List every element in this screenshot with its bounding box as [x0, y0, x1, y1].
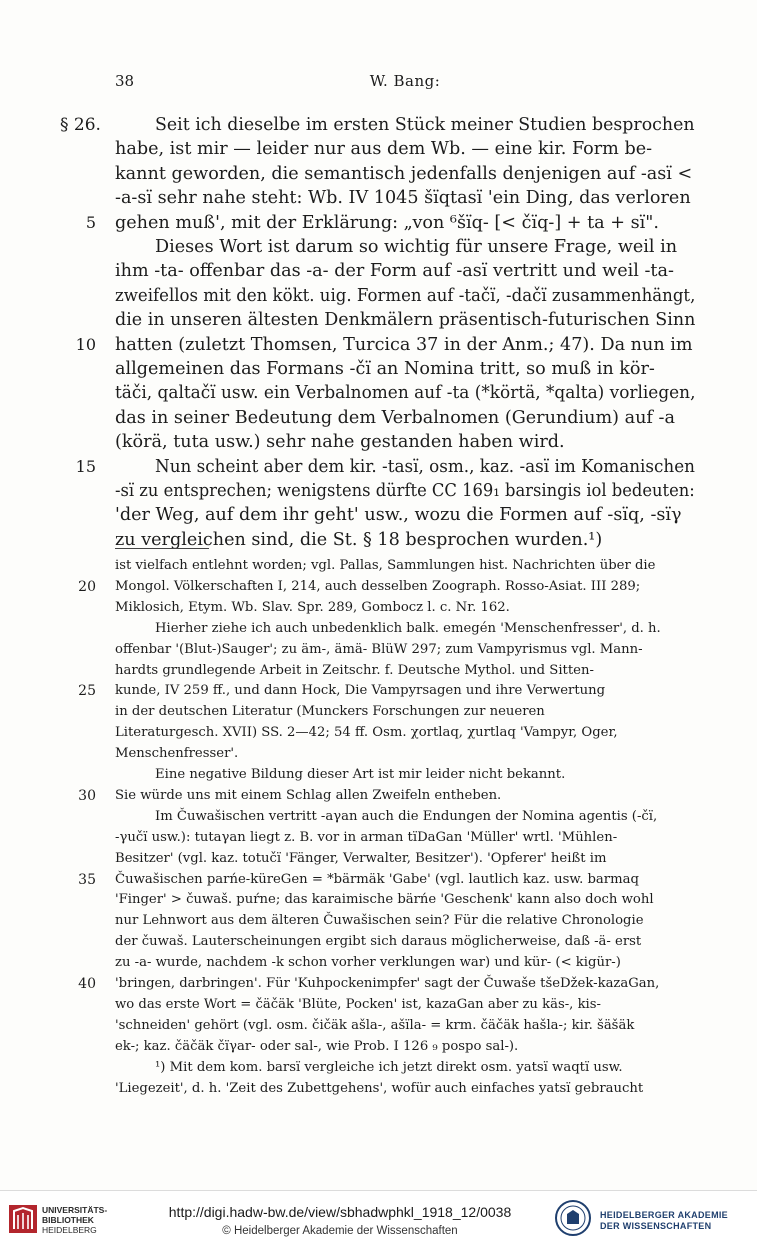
logo-line-2: BIBLIOTHEK [42, 1215, 94, 1225]
running-head: W. Bang: [369, 72, 441, 90]
text-line: 'der Weg, auf dem ihr geht' usw., wozu die Formen auf -sïq, -sïγ [115, 505, 682, 525]
footnote-line: Im Čuwašischen vertritt -aγan auch die Endungen der Nomina agentis (-čï, [155, 809, 658, 824]
line-number: 5 [85, 213, 96, 232]
text-line: ihm -ta- offenbar das -a- der Form auf -asï vertritt und weil -ta- [115, 261, 674, 281]
text-line: zweifellos mit den kökt. uig. Formen auf -tačï, -dačï zusammenhängt, [115, 286, 695, 306]
text-line: (körä, tuta usw.) sehr nahe gestanden haben wird. [115, 432, 565, 452]
footnote-line: Menschenfresser'. [115, 746, 239, 761]
copyright-notice: © Heidelberger Akademie der Wissenschaften [222, 1225, 458, 1237]
footnote-line: in der deutschen Literatur (Munckers Forschungen zur neueren [115, 704, 545, 719]
line-number: 40 [78, 976, 96, 992]
footnote-line: Hierher ziehe ich auch unbedenklich balk. emegén 'Menschenfresser', d. h. [155, 621, 661, 636]
text-line: die in unseren ältesten Denkmälern präsentisch-futurischen Sinn [115, 310, 695, 330]
text-line: gehen muß', mit der Erklärung: „von ⁶šïq- [< čïq-] + ta + sï". [115, 213, 659, 233]
footnote-rule [115, 548, 209, 549]
footnote-line: 'schneiden' gehört (vgl. osm. čičäk ašla-, ašïla- = krm. čäčäk hašla-; kir. šäšäk [115, 1018, 635, 1033]
footnote-line: Mongol. Völkerschaften I, 214, auch desselben Zoograph. Rosso-Asiat. III 289; [115, 579, 641, 594]
text-line: -sï zu entsprechen; wenigstens dürfte CC 169₁ barsingis iol bedeuten: [115, 481, 695, 501]
footnote-line: nur Lehnwort aus dem älteren Čuwašischen sein? Für die relative Chronologie [115, 913, 644, 928]
footnote-line: -γučï usw.): tutaγan liegt z. B. vor in arman tïDaGan 'Müller' wrtl. 'Mühlen- [115, 830, 618, 845]
footnote-line: kunde, IV 259 ff., und dann Hock, Die Vampyrsagen und ihre Verwertung [115, 683, 606, 698]
page-footer [0, 1190, 757, 1247]
academy-line-1: HEIDELBERGER AKADEMIE [600, 1210, 728, 1220]
text-line: kannt geworden, die semantisch jedenfalls denjenigen auf -asï < [115, 164, 693, 184]
logo-line-3: HEIDELBERG [42, 1225, 97, 1235]
text-line: hatten (zuletzt Thomsen, Turcica 37 in der Anm.; 47). Da nun im [115, 335, 693, 355]
footnote-line: offenbar '(Blut-)Sauger'; zu äm-, ämä- BlüW 297; zum Vampyrismus vgl. Mann- [115, 642, 643, 657]
text-line: das in seiner Bedeutung dem Verbalnomen (Gerundium) auf -a [115, 408, 675, 428]
text-line: täči, qaltačï usw. ein Verbalnomen auf -ta (*körtä, *qalta) vorliegen, [115, 383, 695, 403]
text-line: allgemeinen das Formans -čï an Nomina tritt, so muß in kör- [115, 359, 655, 379]
footnote-line: 'bringen, darbringen'. Für 'Kuhpockenimpfer' sagt der Čuwaše tšeDžek-kazaGan, [115, 976, 660, 991]
footnote-line: Besitzer' (vgl. kaz. totučï 'Fänger, Verwalter, Besitzer'). 'Opferer' heißt im [115, 851, 607, 866]
permalink-url[interactable]: http://digi.hadw-bw.de/view/sbhadwphkl_1918_12/0038 [168, 1204, 512, 1220]
footnote-line: Čuwašischen parńe-kürеGen = *bärmäk 'Gabe' (vgl. lautlich kaz. usw. barmaq [115, 872, 639, 887]
text-line: habe, ist mir — leider nur aus dem Wb. — eine kir. Form be- [115, 139, 653, 159]
line-number: 30 [78, 788, 96, 804]
footnote-line: wo das erste Wort = čäčäk 'Blüte, Pocken' ist, kazaGan aber zu käs-, kis- [115, 997, 601, 1012]
academy-logo[interactable] [554, 1199, 754, 1239]
footnote-line: Literaturgesch. XVII) SS. 2—42; 54 ff. Osm. χortlaq, χurtlaq 'Vampyr, Oger, [115, 725, 618, 740]
line-number: 15 [75, 457, 96, 476]
footnote-line: ¹) Mit dem kom. barsï vergleiche ich jetzt direkt osm. yatsï waqtï usw. [155, 1060, 623, 1075]
section-number: § 26. [60, 115, 101, 135]
text-line: Seit ich dieselbe im ersten Stück meiner Studien besprochen [155, 115, 695, 135]
line-number: 35 [78, 872, 96, 888]
footnote-line: ek-; kaz. čäčäk čïγar- oder sal-, wie Prob. I 126 ₉ pospo sal-). [115, 1039, 519, 1054]
text-line: Dieses Wort ist darum so wichtig für unsere Frage, weil in [155, 237, 678, 257]
text-line: zu vergleichen sind, die St. § 18 besprochen wurden.¹) [115, 530, 603, 550]
line-number: 20 [78, 579, 96, 595]
page-header [115, 72, 695, 94]
footnote-line: Eine negative Bildung dieser Art ist mir leider nicht bekannt. [155, 767, 566, 782]
footnote-line: hardts grundlegende Arbeit in Zeitschr. f. Deutsche Mythol. und Sitten- [115, 663, 594, 678]
library-emblem-icon [8, 1203, 38, 1235]
academy-seal-icon [554, 1199, 592, 1237]
page-number: 38 [115, 72, 135, 90]
text-line: Nun scheint aber dem kir. -tasï, osm., kaz. -asï im Komanischen [155, 457, 695, 477]
academy-line-2: DER WISSENSCHAFTEN [600, 1221, 712, 1231]
footnote-line: 'Finger' > čuwaš. puŕne; das karaimische bärńe 'Geschenk' kann also doch wohl [115, 892, 654, 907]
university-library-logo[interactable] [8, 1201, 138, 1237]
footnote-line: der čuwaš. Lauterscheinungen ergibt sich daraus möglicherweise, daß -ä- erst [115, 934, 642, 949]
text-line: -a-sï sehr nahe steht: Wb. IV 1045 šïqtasï 'ein Ding, das verloren [115, 188, 691, 208]
footnote-line: ist vielfach entlehnt worden; vgl. Pallas, Sammlungen hist. Nachrichten über die [115, 558, 656, 573]
footnote-line: zu -a- wurde, nachdem -k schon vorher verklungen war) und kür- (< kigür-) [115, 955, 621, 970]
logo-line-1: UNIVERSITÄTS- [42, 1205, 108, 1215]
line-number: 25 [78, 683, 96, 699]
line-number: 10 [75, 335, 96, 354]
footnote-line: Sie würde uns mit einem Schlag allen Zweifeln entheben. [115, 788, 502, 803]
footnote-line: 'Liegezeit', d. h. 'Zeit des Zubettgehens', wofür auch einfaches yatsï gebraucht [115, 1081, 644, 1096]
footnote-line: Miklosich, Etym. Wb. Slav. Spr. 289, Gombocz l. c. Nr. 162. [115, 600, 510, 615]
